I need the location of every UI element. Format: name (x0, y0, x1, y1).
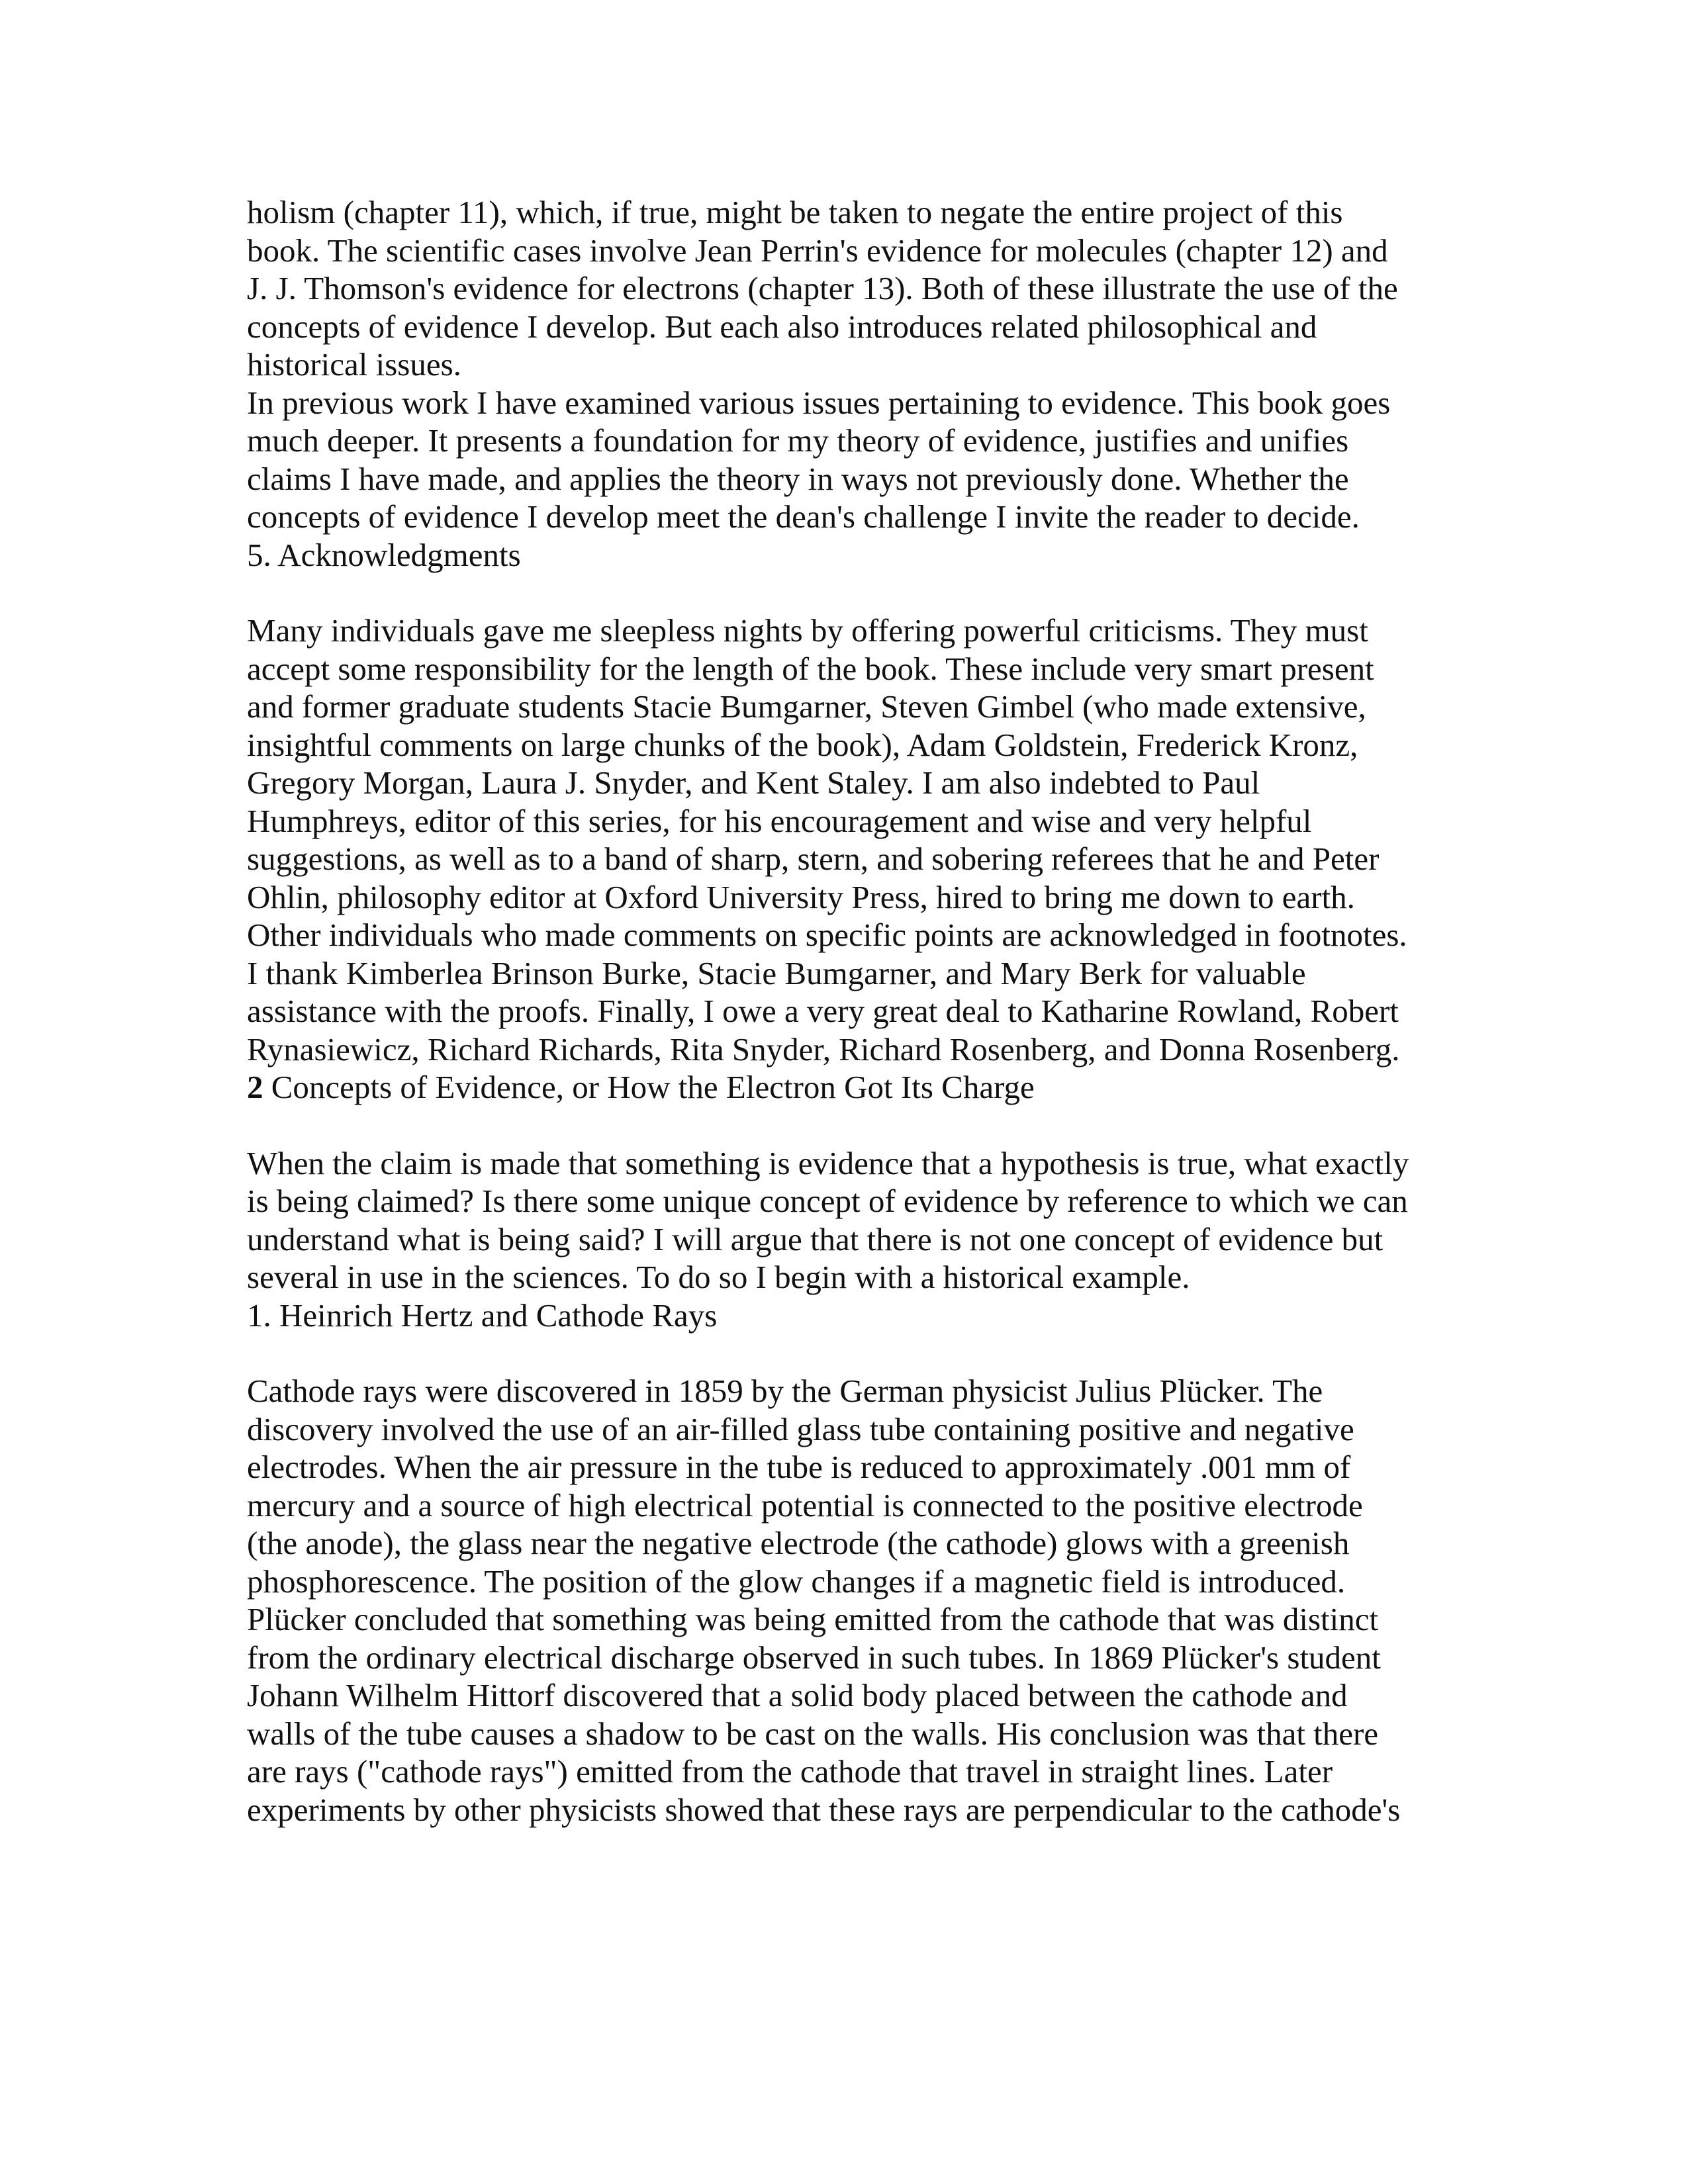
chapter-intro-paragraph: When the claim is made that something is evidence that a hypothesis is true, what exactly is being claimed? Is there some unique concept of evidence by reference to which we can understand what is being said? I will argue that there is not one concept of evidence but several in use in the sciences. To do so I begin with a historical example. (247, 1144, 1409, 1295)
acknowledgments-paragraph: Many individuals gave me sleepless nights by offering powerful criticisms. They must accept some responsibility for the length of the book. These include very smart present and former graduate students Stacie Bumgarner, Steven Gimbel (who made extensive, insightful comments on large chunks of the book), Adam Goldstein, Frederick Kronz, Gregory Morgan, Laura J. Snyder, and Kent Staley. I am also indebted to Paul Humphreys, editor of this series, for his encouragement and wise and very helpful suggestions, as well as to a band of sharp, stern, and sobering referees that he and Peter Ohlin, philosophy editor at Oxford University Press, hired to bring me down to earth. Other individuals who made comments on specific points are acknowledged in footnotes. I thank Kimberlea Brinson Burke, Stacie Bumgarner, and Mary Berk for valuable assistance with the proofs. Finally, I owe a very great deal to Katharine Rowland, Robert Rynasiewicz, Richard Richards, Rita Snyder, Richard Rosenberg, and Donna Rosenberg. (247, 612, 1407, 1068)
chapter-number: 2 (247, 1069, 263, 1105)
intro-paragraph-1: holism (chapter 11), which, if true, might be taken to negate the entire project of this book. The scientific cases involve Jean Perrin's evidence for molecules (chapter 12) and J. J. Thomson's evidence for electrons (chapter 13). Both of these illustrate the use of the concepts of evidence I develop. But each also introduces related philosophical and historical issues. (247, 194, 1398, 383)
hertz-paragraph: Cathode rays were discovered in 1859 by the German physicist Julius Plücker. The discovery involved the use of an air-filled glass tube containing positive and negative electrodes. When the air pressure in the tube is reduced to approximately .001 mm of mercury and a source of high electrical potential is connected to the positive electrode (the anode), the glass near the negative electrode (the cathode) glows with a greenish phosphorescence. The position of the glow changes if a magnetic field is introduced. Plücker concluded that something was being emitted from the cathode that was distinct from the ordinary electrical discharge observed in such tubes. In 1869 Plücker's student Johann Wilhelm Hittorf discovered that a solid body placed between the cathode and walls of the tube causes a shadow to be cast on the walls. His conclusion was that there are rays ("cathode rays") emitted from the cathode that travel in straight lines. Later experiments by other physicists showed that these rays are perpendicular to the cathode's (247, 1373, 1401, 1828)
chapter-heading (247, 1068, 1465, 1107)
intro-paragraph-2: In previous work I have examined various issues pertaining to evidence. This book goes much deeper. It presents a foundation for my theory of evidence, justifies and unifies claims I have made, and applies the theory in ways not previously done. Whether the concepts of evidence I develop meet the dean's challenge I invite the reader to decide. (247, 384, 1391, 535)
document-page (247, 193, 1465, 1829)
chapter-title: Concepts of Evidence, or How the Electron Got Its Charge (263, 1069, 1035, 1105)
section-heading-hertz: 1. Heinrich Hertz and Cathode Rays (247, 1297, 718, 1334)
section-heading-acknowledgments: 5. Acknowledgments (247, 536, 521, 573)
